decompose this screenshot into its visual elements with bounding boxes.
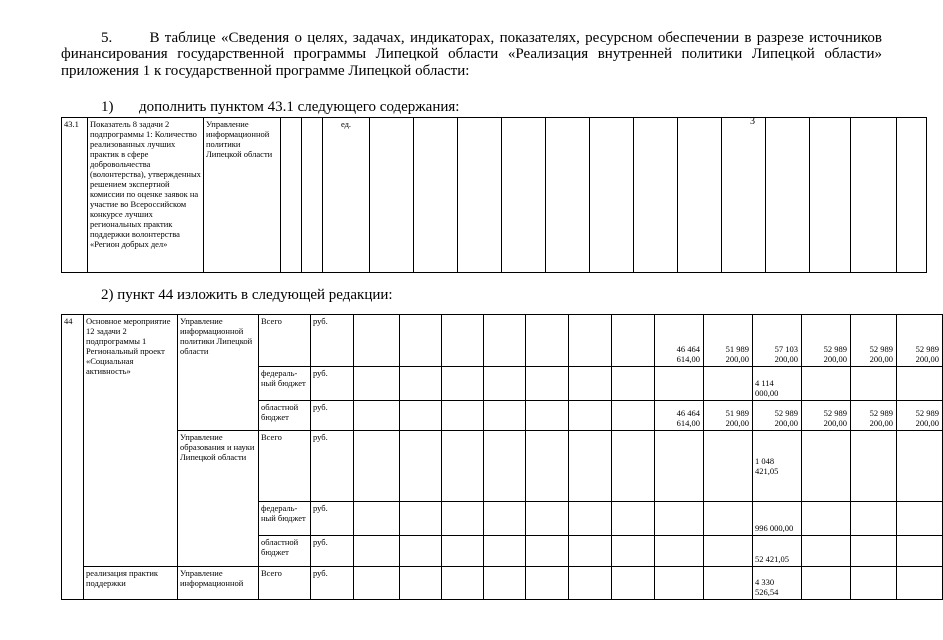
- value-cell: 52 989 200,00: [802, 401, 851, 431]
- value-cell: 4 114 000,00: [753, 367, 802, 401]
- source-regional: областной бюджет: [259, 401, 311, 431]
- value-cell: 52 989 200,00: [897, 401, 943, 431]
- table-row: [62, 315, 943, 367]
- indicator-name: Показатель 8 задачи 2 подпрограммы 1: Количество реализованных лучших практик в сфере добровольчества (волонтерства), утвержденных решением экспертной комиссии по оценке заявок на участие во Всероссийском конкурсе лучших региональных практик поддержки волонтерства «Регион добрых дел»: [88, 118, 204, 273]
- value-cell: 51 989 200,00: [704, 401, 753, 431]
- unit: руб.: [311, 367, 354, 401]
- value-cell: 52 989 200,00: [851, 315, 897, 367]
- value-cell: 46 464 614,00: [655, 401, 704, 431]
- unit: ед.: [323, 118, 370, 273]
- source-total: Всего: [259, 431, 311, 502]
- table-item-43-1: [61, 117, 927, 273]
- source-regional: областной бюджет: [259, 536, 311, 567]
- source-total: Всего: [259, 315, 311, 367]
- row-number: 44: [62, 315, 84, 600]
- executor-3: Управление информационной: [178, 567, 259, 600]
- heading-line-1: 5. В таблице «Сведения о целях, задачах, индикаторах, показателях, ресурсном обеспечении в разрезе источников: [101, 30, 882, 46]
- row-number: 43.1: [62, 118, 88, 273]
- heading-line-2: финансирования государственной программы Липецкой области «Реализация внутренней политики Липецкой области»: [61, 46, 882, 62]
- source-federal: федераль-ный бюджет: [259, 502, 311, 536]
- item1-text: дополнить пунктом 43.1 следующего содержания:: [139, 99, 460, 115]
- measure-name: Основное мероприятие 12 задачи 2 подпрограммы 1 Региональный проект «Социальная активность»: [84, 315, 178, 567]
- item2-text: 2) пункт 44 изложить в следующей редакции:: [101, 287, 393, 303]
- item1-number: 1): [101, 99, 114, 115]
- table-item-44: [61, 314, 943, 600]
- source-total: Всего: [259, 567, 311, 600]
- sub-measure: реализация практик поддержки: [84, 567, 178, 600]
- unit: руб.: [311, 536, 354, 567]
- table-row: [62, 431, 943, 502]
- value-cell: 51 989 200,00: [704, 315, 753, 367]
- unit: руб.: [311, 502, 354, 536]
- executor-2: Управление образования и науки Липецкой области: [178, 431, 259, 567]
- value-cell: 52 421,05: [753, 536, 802, 567]
- value-cell: 52 989 200,00: [753, 401, 802, 431]
- value-cell: 52 989 200,00: [897, 315, 943, 367]
- unit: руб.: [311, 431, 354, 502]
- value-cell: 52 989 200,00: [851, 401, 897, 431]
- heading-line-3: приложения 1 к государственной программе Липецкой области:: [61, 63, 470, 79]
- value-cell: 52 989 200,00: [802, 315, 851, 367]
- table-row: [62, 118, 927, 273]
- unit: руб.: [311, 315, 354, 367]
- source-federal: федераль-ный бюджет: [259, 367, 311, 401]
- unit: руб.: [311, 567, 354, 600]
- table-row: [62, 567, 943, 600]
- indicator-value: 3: [750, 116, 755, 127]
- value-cell: 1 048 421,05: [753, 431, 802, 502]
- value-cell: 4 330 526,54: [753, 567, 802, 600]
- executor: Управление информационной политики Липецкой области: [204, 118, 281, 273]
- unit: руб.: [311, 401, 354, 431]
- value-cell: 46 464 614,00: [655, 315, 704, 367]
- value-cell: 996 000,00: [753, 502, 802, 536]
- value-cell: 57 103 200,00: [753, 315, 802, 367]
- executor-1: Управление информационной политики Липецкой области: [178, 315, 259, 431]
